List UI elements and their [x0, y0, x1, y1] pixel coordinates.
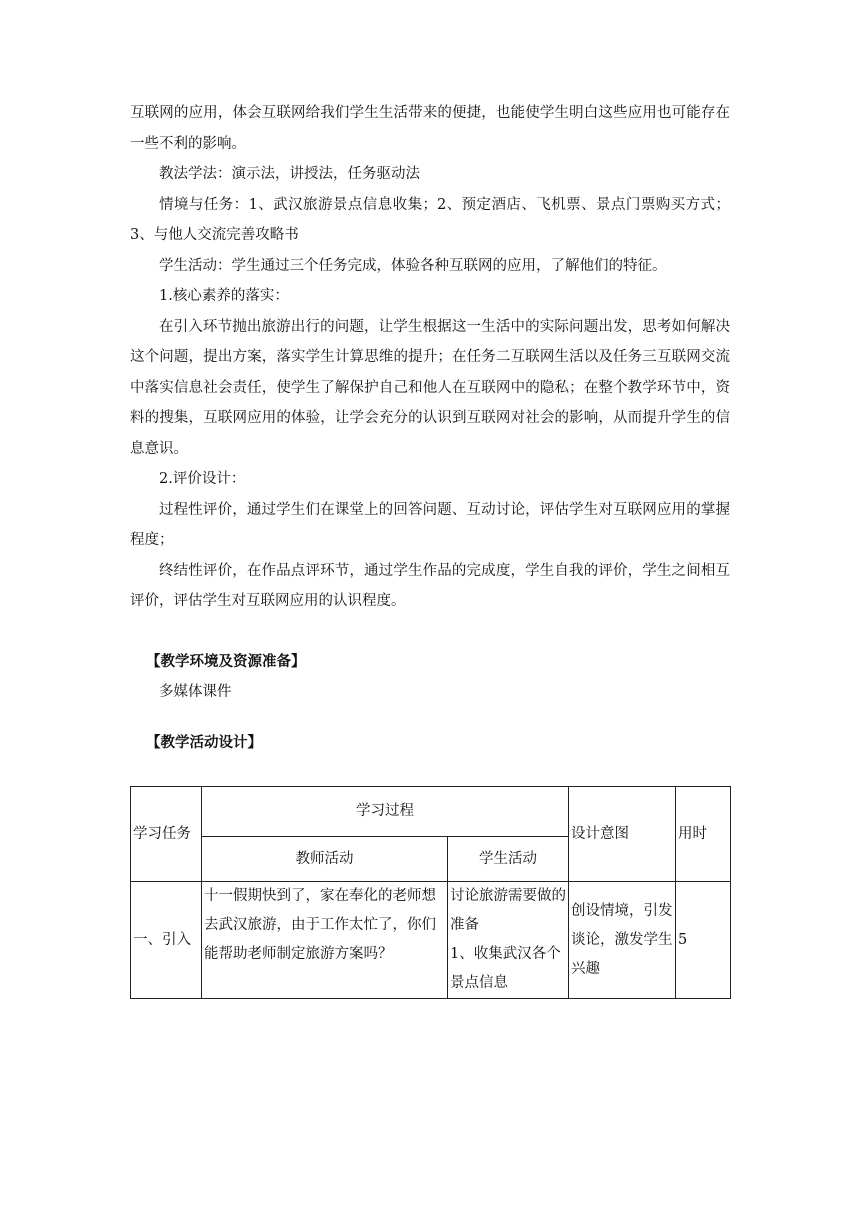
header-learning-process: 学习过程 — [202, 787, 569, 837]
activity-design-table — [130, 786, 731, 999]
header-teacher-activity: 教师活动 — [202, 837, 448, 882]
paragraph-process-evaluation: 过程性评价，通过学生们在课堂上的回答问题、互动讨论，评估学生对互联网应用的掌握程度； — [130, 501, 730, 548]
paragraph-core-literacy: 在引入环节抛出旅游出行的问题，让学生根据这一生活中的实际问题出发，思考如何解决这个问题，提出方案，落实学生计算思维的提升；在任务二互联网生活以及任务三互联网交流中落实信息社会责任，使学生了解保护自己和他人在互联网中的隐私；在整个教学环节中，资料的搜集，互联网应用的体验，让学会充分的认识到互联网对社会的影响，从而提升学生的信息意识。 — [130, 318, 730, 457]
paragraph-student-activity: 学生活动：学生通过三个任务完成，体验各种互联网的应用，了解他们的特征。 — [159, 257, 667, 274]
section-heading-activity-design: 【教学活动设计】 — [146, 734, 262, 751]
section-heading-environment: 【教学环境及资源准备】 — [146, 653, 306, 670]
cell-teacher-activity: 十一假期快到了，家在奉化的老师想去武汉旅游，由于工作太忙了，你们能帮助老师制定旅游方案吗？ — [202, 882, 448, 999]
cell-duration: 5 — [676, 882, 731, 999]
header-student-activity: 学生活动 — [448, 837, 569, 882]
student-activity-line: 1、收集武汉各个景点信息 — [450, 946, 561, 991]
environment-text: 多媒体课件 — [159, 684, 232, 700]
paragraph-teaching-methods: 教法学法：演示法，讲授法，任务驱动法 — [159, 166, 420, 182]
paragraph-core-literacy-title: 1.核心素养的落实： — [159, 288, 289, 304]
paragraph-summative-evaluation: 终结性评价，在作品点评环节，通过学生作品的完成度，学生自我的评价，学生之间相互评价，评估学生对互联网应用的认识程度。 — [130, 562, 730, 609]
paragraph-situation-tasks: 情境与任务：1、武汉旅游景点信息收集；2、预定酒店、飞机票、景点门票购买方式；3、与他人交流完善攻略书 — [130, 196, 730, 243]
document-page — [130, 98, 730, 999]
header-learning-task: 学习任务 — [131, 787, 202, 882]
student-activity-line: 讨论旅游需要做的准备 — [450, 888, 566, 933]
cell-student-activity — [448, 882, 569, 999]
paragraph-intro-continued: 互联网的应用，体会互联网给我们学生生活带来的便捷，也能使学生明白这些应用也可能存在一些不利的影响。 — [130, 105, 730, 152]
cell-design-intent: 创设情境，引发谈论，激发学生兴趣 — [569, 882, 676, 999]
table-row — [131, 882, 731, 999]
cell-task: 一、引入 — [131, 882, 202, 999]
paragraph-evaluation-title: 2.评价设计： — [159, 471, 246, 487]
header-design-intent: 设计意图 — [569, 787, 676, 882]
header-duration: 用时 — [676, 787, 731, 882]
